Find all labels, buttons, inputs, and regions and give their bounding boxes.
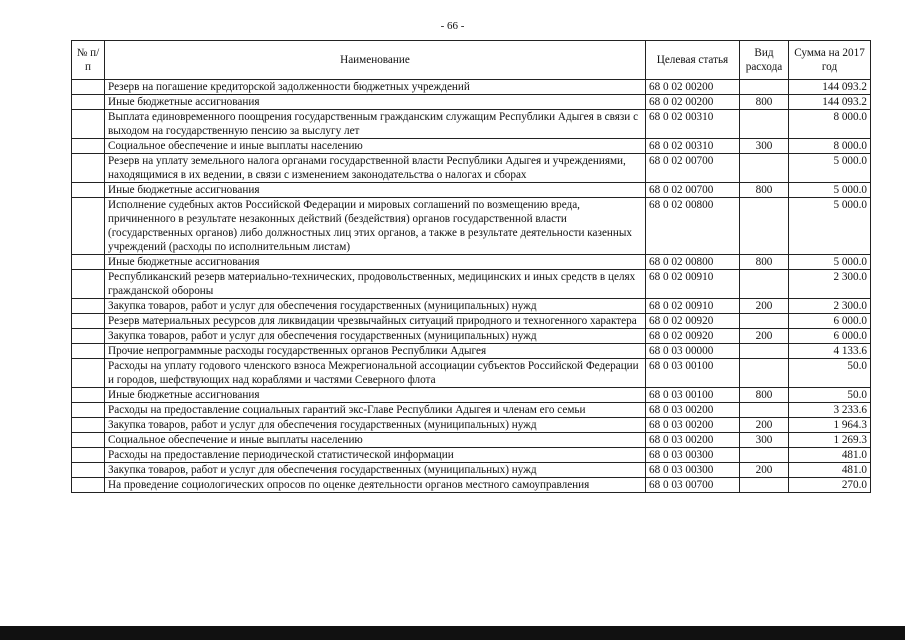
row-number	[72, 359, 105, 388]
table-row	[72, 299, 871, 314]
row-amount: 481.0	[789, 463, 871, 478]
row-expense-type: 300	[740, 433, 789, 448]
row-number	[72, 418, 105, 433]
row-target-article: 68 0 03 00300	[646, 463, 740, 478]
row-name: Социальное обеспечение и иные выплаты населению	[105, 433, 646, 448]
row-target-article: 68 0 02 00700	[646, 154, 740, 183]
table-row	[72, 433, 871, 448]
row-number	[72, 299, 105, 314]
row-name: Резерв материальных ресурсов для ликвидации чрезвычайных ситуаций природного и техногенного характера	[105, 314, 646, 329]
row-number	[72, 463, 105, 478]
row-expense-type	[740, 270, 789, 299]
budget-table	[71, 40, 871, 493]
row-number	[72, 344, 105, 359]
row-amount: 5 000.0	[789, 154, 871, 183]
row-name: Закупка товаров, работ и услуг для обеспечения государственных (муниципальных) нужд	[105, 299, 646, 314]
row-amount: 4 133.6	[789, 344, 871, 359]
header-name: Наименование	[105, 41, 646, 80]
row-name: Иные бюджетные ассигнования	[105, 183, 646, 198]
row-expense-type: 300	[740, 139, 789, 154]
row-target-article: 68 0 02 00800	[646, 255, 740, 270]
row-number	[72, 154, 105, 183]
row-amount: 2 300.0	[789, 299, 871, 314]
row-expense-type	[740, 403, 789, 418]
header-target-article: Целевая статья	[646, 41, 740, 80]
table-row	[72, 463, 871, 478]
row-name: Расходы на предоставление социальных гарантий экс-Главе Республики Адыгея и членам его семьи	[105, 403, 646, 418]
row-target-article: 68 0 03 00200	[646, 433, 740, 448]
row-expense-type: 200	[740, 418, 789, 433]
row-expense-type: 800	[740, 183, 789, 198]
row-name: Прочие непрограммные расходы государственных органов Республики Адыгея	[105, 344, 646, 359]
row-number	[72, 314, 105, 329]
row-amount: 144 093.2	[789, 80, 871, 95]
row-name: Иные бюджетные ассигнования	[105, 388, 646, 403]
row-expense-type: 800	[740, 255, 789, 270]
row-name: Расходы на предоставление периодической статистической информации	[105, 448, 646, 463]
row-target-article: 68 0 02 00200	[646, 95, 740, 110]
scan-bottom-edge	[0, 626, 905, 640]
row-expense-type: 200	[740, 329, 789, 344]
row-number	[72, 95, 105, 110]
row-target-article: 68 0 02 00910	[646, 270, 740, 299]
row-name: Закупка товаров, работ и услуг для обеспечения государственных (муниципальных) нужд	[105, 329, 646, 344]
row-expense-type: 200	[740, 463, 789, 478]
row-amount: 1 269.3	[789, 433, 871, 448]
row-expense-type	[740, 478, 789, 493]
table-row	[72, 255, 871, 270]
row-number	[72, 433, 105, 448]
table-row	[72, 110, 871, 139]
row-name: Резерв на погашение кредиторской задолженности бюджетных учреждений	[105, 80, 646, 95]
row-number	[72, 198, 105, 255]
row-target-article: 68 0 02 00700	[646, 183, 740, 198]
table-row	[72, 198, 871, 255]
row-number	[72, 329, 105, 344]
table-row	[72, 154, 871, 183]
row-number	[72, 403, 105, 418]
table-row	[72, 403, 871, 418]
row-number	[72, 270, 105, 299]
row-target-article: 68 0 03 00100	[646, 388, 740, 403]
row-amount: 6 000.0	[789, 329, 871, 344]
row-amount: 8 000.0	[789, 139, 871, 154]
row-amount: 1 964.3	[789, 418, 871, 433]
row-target-article: 68 0 02 00200	[646, 80, 740, 95]
row-expense-type	[740, 359, 789, 388]
row-number	[72, 478, 105, 493]
row-target-article: 68 0 02 00920	[646, 314, 740, 329]
row-name: На проведение социологических опросов по оценке деятельности органов местного самоуправления	[105, 478, 646, 493]
row-amount: 3 233.6	[789, 403, 871, 418]
row-expense-type	[740, 448, 789, 463]
row-expense-type: 800	[740, 95, 789, 110]
row-target-article: 68 0 02 00910	[646, 299, 740, 314]
table-row	[72, 448, 871, 463]
row-target-article: 68 0 03 00200	[646, 403, 740, 418]
row-amount: 6 000.0	[789, 314, 871, 329]
row-name: Резерв на уплату земельного налога органами государственной власти Республики Адыгея и учреждениями, находящимися в их ведении, в связи с изменением законодательства о налогах и сборах	[105, 154, 646, 183]
row-amount: 144 093.2	[789, 95, 871, 110]
table-row	[72, 388, 871, 403]
table-row	[72, 95, 871, 110]
table-row	[72, 80, 871, 95]
row-target-article: 68 0 02 00800	[646, 198, 740, 255]
row-name: Исполнение судебных актов Российской Федерации и мировых соглашений по возмещению вреда, причиненного в результате незаконных действий (бездействия) органов государственной власти (государственных органов) либо должностных лиц этих органов, а также в результате деятельности казенных учреждений (расходы по исполнительным листам)	[105, 198, 646, 255]
row-expense-type: 800	[740, 388, 789, 403]
row-target-article: 68 0 02 00920	[646, 329, 740, 344]
row-amount: 5 000.0	[789, 255, 871, 270]
row-name: Расходы на уплату годового членского взноса Межрегиональной ассоциации субъектов Российской Федерации и городов, шефствующих над кораблями и частями Северного флота	[105, 359, 646, 388]
table-row	[72, 329, 871, 344]
table-row	[72, 139, 871, 154]
row-expense-type	[740, 154, 789, 183]
row-amount: 5 000.0	[789, 183, 871, 198]
table-row	[72, 478, 871, 493]
row-number	[72, 110, 105, 139]
header-expense-type: Вид расхода	[740, 41, 789, 80]
row-target-article: 68 0 03 00300	[646, 448, 740, 463]
row-name: Закупка товаров, работ и услуг для обеспечения государственных (муниципальных) нужд	[105, 463, 646, 478]
row-expense-type	[740, 314, 789, 329]
table-row	[72, 270, 871, 299]
row-amount: 5 000.0	[789, 198, 871, 255]
row-name: Иные бюджетные ассигнования	[105, 95, 646, 110]
row-name: Закупка товаров, работ и услуг для обеспечения государственных (муниципальных) нужд	[105, 418, 646, 433]
row-target-article: 68 0 02 00310	[646, 110, 740, 139]
table-row	[72, 344, 871, 359]
row-number	[72, 255, 105, 270]
row-number	[72, 80, 105, 95]
row-target-article: 68 0 03 00000	[646, 344, 740, 359]
row-target-article: 68 0 03 00700	[646, 478, 740, 493]
header-amount-2017: Сумма на 2017 год	[789, 41, 871, 80]
row-target-article: 68 0 02 00310	[646, 139, 740, 154]
row-expense-type	[740, 80, 789, 95]
table-row	[72, 183, 871, 198]
row-name: Выплата единовременного поощрения государственным гражданским служащим Республики Адыгея в связи с выходом на государственную пенсию за выслугу лет	[105, 110, 646, 139]
page-number: - 66 -	[440, 20, 465, 32]
row-name: Социальное обеспечение и иные выплаты населению	[105, 139, 646, 154]
header-number: № п/п	[72, 41, 105, 80]
row-amount: 50.0	[789, 359, 871, 388]
row-expense-type: 200	[740, 299, 789, 314]
row-amount: 8 000.0	[789, 110, 871, 139]
table-row	[72, 314, 871, 329]
row-amount: 2 300.0	[789, 270, 871, 299]
table-row	[72, 418, 871, 433]
row-number	[72, 448, 105, 463]
table-header-row	[72, 41, 871, 80]
table-row	[72, 359, 871, 388]
row-number	[72, 139, 105, 154]
row-expense-type	[740, 344, 789, 359]
row-number	[72, 388, 105, 403]
row-number	[72, 183, 105, 198]
row-target-article: 68 0 03 00100	[646, 359, 740, 388]
row-expense-type	[740, 110, 789, 139]
row-expense-type	[740, 198, 789, 255]
row-target-article: 68 0 03 00200	[646, 418, 740, 433]
row-amount: 270.0	[789, 478, 871, 493]
row-amount: 481.0	[789, 448, 871, 463]
row-name: Республиканский резерв материально-технических, продовольственных, медицинских и иных средств в целях гражданской обороны	[105, 270, 646, 299]
row-name: Иные бюджетные ассигнования	[105, 255, 646, 270]
row-amount: 50.0	[789, 388, 871, 403]
